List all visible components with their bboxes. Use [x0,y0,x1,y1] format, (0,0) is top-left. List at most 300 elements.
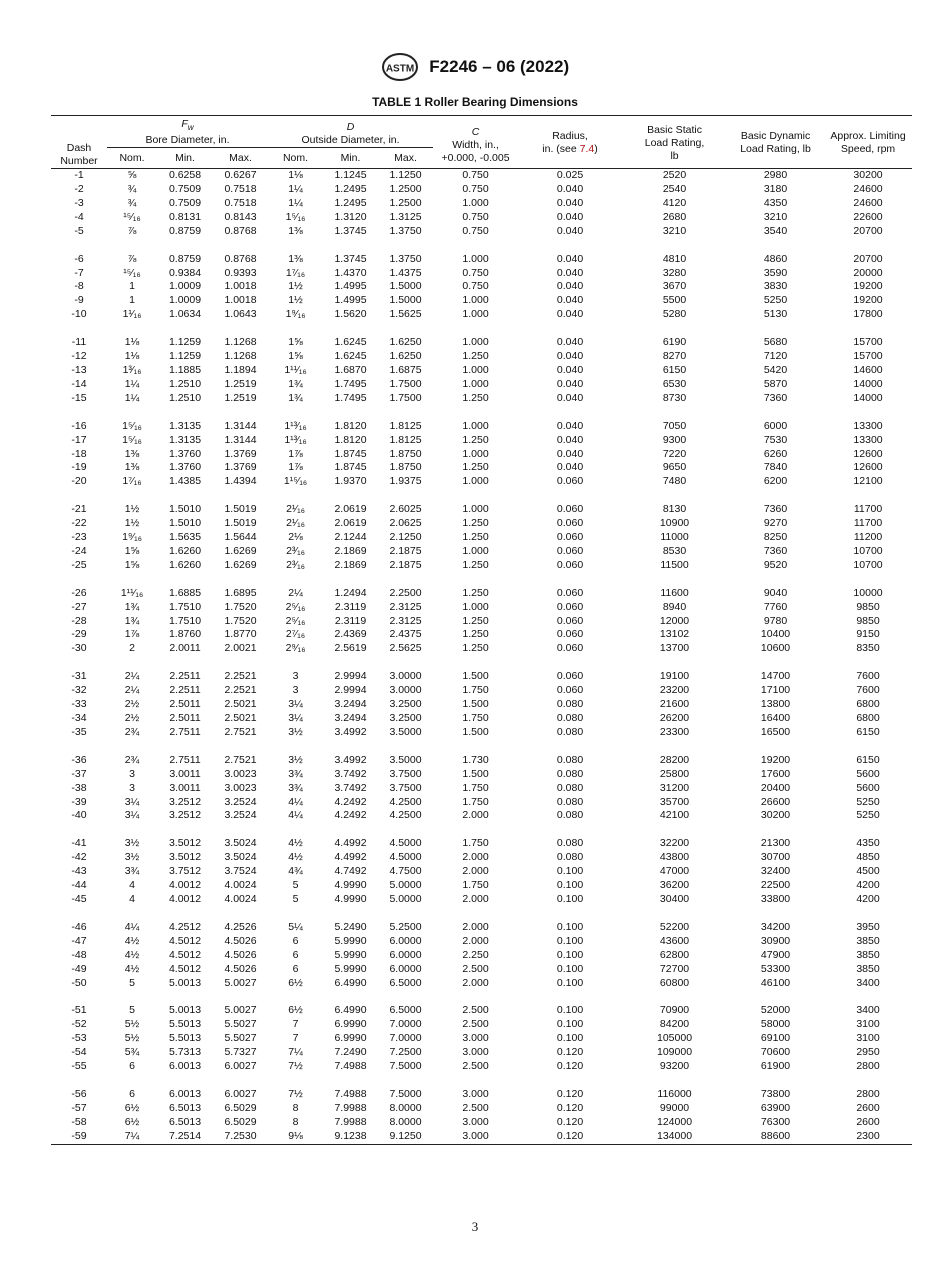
table-cell: 1.000 [462,252,489,265]
group-spacer [51,573,912,587]
table-cell: 1.2500 [389,183,422,195]
table-cell: 6.0000 [389,948,422,961]
table-cell: 2¹⁄₁₆ [286,503,305,516]
table-cell: -50 [71,976,87,989]
table-cell: 15700 [853,350,883,363]
table-cell: 1.8125 [389,433,422,446]
table-cell: -12 [71,350,87,363]
table-cell: 1.8120 [334,419,367,432]
table-cell: 1.750 [462,837,489,850]
table-cell: 2.5021 [224,712,257,724]
table-cell: 1⅞ [288,447,303,460]
table-cell: 1.750 [462,795,489,808]
table-cell: 2.000 [462,934,489,947]
table-cell: 88600 [727,1130,824,1144]
table-cell: 3.7512 [168,865,202,878]
table-cell: 13300 [853,433,883,446]
table-cell: 2³⁄₁₆ [286,544,305,557]
table-cell: ¾ [127,183,137,195]
table-cell: 5.9990 [334,962,367,975]
table-cell: 1.1259 [168,350,202,363]
table-cell: 0.025 [556,169,584,182]
table-cell: 7050 [662,419,687,432]
table-cell: 3½ [288,725,303,738]
table-cell: 2.4375 [389,628,422,641]
table-cell: 1.000 [462,363,489,376]
table-cell: 0.060 [556,475,584,488]
group-spacer [51,322,912,336]
table-cell: 0.120 [556,1060,584,1073]
table-row [51,280,912,294]
table-cell: 0.100 [556,962,584,975]
table-row [51,670,912,684]
table-cell: 8130 [662,503,687,516]
table-cell: 4850 [856,851,880,864]
table-cell: 1.000 [462,503,489,516]
table-cell: 0.100 [556,920,584,933]
table-cell: 1.6245 [334,350,367,363]
table-cell: 9850 [856,614,880,627]
table-cell: 2520 [662,169,687,182]
table-cell: 109000 [657,1046,693,1059]
table-cell: 3.0000 [389,684,422,697]
table-cell: 2⁵⁄₁₆ [285,600,306,613]
table-cell: -55 [71,1060,87,1073]
table-cell: 1.250 [462,531,489,544]
table-cell: 0.040 [556,280,584,293]
table-row [51,378,912,392]
table-cell: 0.060 [556,558,584,571]
table-cell: 3 [129,781,135,794]
table-cell: 1¹⁄₁₆ [122,308,142,321]
table-cell: 3830 [763,280,788,293]
table-cell: 1.5625 [389,308,422,321]
table-cell: 6800 [856,712,880,724]
table-cell: 0.080 [556,851,584,864]
table-cell: 47900 [760,948,791,961]
table-cell: 1.4995 [334,280,367,293]
col-limiting-speed: Approx. Limiting Speed, rpm [824,116,912,169]
table-cell: 0.080 [556,698,584,711]
svg-text:ASTM: ASTM [385,63,414,75]
table-cell: 5.0027 [224,1004,257,1017]
table-cell: 1.3760 [168,461,202,474]
table-row [51,420,912,434]
section-7-4-link[interactable]: 7.4 [579,143,595,156]
table-row [51,782,912,796]
table-cell: 5 [292,879,299,892]
table-cell: 1.000 [462,447,489,460]
table-cell: 2.5011 [169,698,201,711]
table-cell: 7.5000 [389,1060,422,1073]
table-row [51,183,912,197]
table-cell: 4.2492 [334,795,367,808]
table-cell: 1¼ [288,196,303,209]
table-cell: -14 [71,377,87,390]
table-cell: 6.0013 [168,1087,202,1100]
table-cell: 1.6895 [224,586,257,599]
table-cell: -30 [71,642,87,655]
table-cell: 3.5024 [224,837,257,850]
table-cell: 0.9393 [224,266,257,279]
table-cell: 0.9384 [168,266,202,279]
table-cell: 2.1869 [334,558,367,571]
table-cell: 3850 [856,962,880,975]
table-cell: 4.2512 [168,920,202,933]
table-cell: 6 [129,1087,135,1100]
table-cell: 0.8131 [168,210,202,223]
table-cell: 30400 [659,892,690,905]
table-cell: 0.040 [556,336,584,349]
table-cell: 0.080 [556,781,584,794]
table-cell: 1.0018 [224,280,257,293]
table-cell: -18 [71,447,87,460]
table-cell: 6530 [662,377,687,390]
table-row [51,448,912,462]
table-cell: 0.750 [462,224,489,237]
table-cell: 4200 [856,879,880,892]
table-row [51,935,912,949]
table-cell: -6 [74,252,84,265]
table-cell: ⅞ [127,224,137,237]
table-cell: 63900 [760,1101,791,1114]
table-cell: 1⅜ [288,224,303,237]
table-cell: 4350 [763,196,788,209]
table-cell: 4.5000 [389,851,422,864]
table-cell: 70900 [659,1004,690,1017]
table-cell: -17 [71,433,87,446]
table-cell: 1⅝ [288,336,303,349]
table-cell: 1.250 [462,614,489,627]
table-cell: 0.080 [556,809,584,822]
table-cell: 1.500 [462,698,489,711]
table-row [51,434,912,448]
table-cell: 5 [292,892,299,905]
table-cell: 20700 [853,224,883,237]
table-cell: 1.3745 [334,252,367,265]
table-cell: 3850 [856,948,880,961]
table-cell: 1.5000 [389,294,422,307]
table-cell: 1.6870 [334,363,367,376]
table-cell: 3.2500 [389,698,422,711]
table-cell: 2.500 [462,1101,489,1114]
table-cell: 5870 [763,377,788,390]
table-row [51,587,912,601]
col-static-rating: Basic Static Load Rating, lb [622,116,727,169]
table-cell: 3¼ [288,698,303,711]
table-cell: 9.1250 [378,1130,433,1144]
table-cell: -57 [71,1101,87,1114]
document-id: F2246 – 06 (2022) [429,57,570,76]
table-cell: 8350 [856,642,880,655]
table-cell: 0.8768 [224,252,257,265]
table-cell: 1.7510 [168,614,202,627]
table-cell: 7.2490 [334,1046,367,1059]
group-spacer [51,823,912,837]
table-cell: 22500 [760,879,791,892]
col-od-max: Max. [378,148,433,169]
table-cell: 5.5013 [168,1032,202,1045]
table-cell: 1.750 [462,879,489,892]
table-cell: -24 [71,544,87,557]
table-cell: 2.500 [462,1018,489,1031]
table-cell: 2.250 [462,948,489,961]
table-cell: 7.2514 [157,1130,213,1144]
table-cell: 4½ [288,851,303,864]
table-cell: 4.7492 [334,865,367,878]
table-cell: 26200 [659,712,690,724]
table-cell: 1.6269 [224,558,257,571]
table-cell: 1.2495 [334,183,367,195]
table-cell: 1.1250 [389,169,422,182]
table-cell: 5600 [856,781,880,794]
table-cell: 7¼ [288,1046,303,1059]
table-cell: 3.7492 [334,767,367,780]
table-cell: 0.750 [462,266,489,279]
table-cell: 1³⁄₁₆ [122,363,142,376]
table-cell: 1.250 [462,642,489,655]
table-cell: 14000 [853,377,883,390]
table-cell: 11700 [853,503,883,516]
table-cell: 58000 [760,1018,791,1031]
table-cell: 12000 [659,614,690,627]
table-row [51,517,912,531]
table-cell: 1.6269 [224,544,257,557]
table-cell: 19200 [853,280,883,293]
table-cell: 1.2519 [224,377,257,390]
table-cell: -2 [74,183,84,195]
table-cell: 0.060 [556,614,584,627]
table-cell: 1¹⁵⁄₁₆ [283,475,308,488]
table-cell: 7.9988 [334,1101,367,1114]
table-cell: -44 [71,879,87,892]
col-od-min: Min. [323,148,378,169]
group-spacer [51,406,912,420]
table-cell: 1.8750 [389,461,422,474]
col-dash-number: Dash Number [51,116,107,169]
table-cell: 1.1885 [168,363,202,376]
table-cell: 7.0000 [389,1018,422,1031]
table-cell: 1.8745 [334,461,367,474]
table-row [51,1102,912,1116]
table-cell: 12600 [853,447,883,460]
table-cell: 4500 [856,865,880,878]
table-cell: 0.080 [556,767,584,780]
table-cell: 1.000 [462,377,489,390]
table-cell: 2.5011 [169,712,201,724]
table-cell: 1.5019 [224,503,257,516]
table-row [51,642,912,656]
table-row [51,949,912,963]
table-cell: 1.7520 [224,600,257,613]
table-cell: 2¾ [124,753,140,766]
table-cell: 6150 [856,725,880,738]
table-cell: 0.120 [518,1130,622,1144]
table-cell: -20 [71,475,87,488]
table-cell: 2.4369 [334,628,367,641]
table-cell: -11 [71,336,87,349]
table-cell: 93200 [659,1060,690,1073]
table-row [51,796,912,810]
table-cell: 0.040 [556,196,584,209]
table-cell: ⅝ [127,169,137,182]
table-row [51,308,912,322]
table-cell: 5.7313 [168,1046,202,1059]
table-cell: 2.7521 [224,753,257,766]
table-cell: 0.750 [462,183,489,195]
table-cell: 1.3144 [224,433,257,446]
table-cell: 0.040 [556,419,584,432]
table-cell: 47000 [659,865,690,878]
table-cell: 2¼ [288,586,303,599]
table-cell: 4¼ [124,920,140,933]
table-cell: 4810 [662,252,687,265]
table-row [51,1116,912,1130]
table-cell: 0.080 [556,712,584,724]
table-cell: 2800 [856,1087,880,1100]
table-cell: -25 [71,558,87,571]
table-cell: 0.100 [556,892,584,905]
table-cell: 2.6025 [389,503,422,516]
table-cell: 2.1250 [389,531,422,544]
table-cell: 0.060 [556,628,584,641]
table-cell: -45 [71,892,87,905]
table-cell: 1.000 [462,475,489,488]
table-cell: 24600 [853,183,883,195]
table-row [51,503,912,517]
table-cell: 5.0027 [224,976,257,989]
table-cell: 1⅛ [124,350,140,363]
table-cell: 3¼ [288,712,303,724]
table-cell: 1.5010 [168,503,202,516]
table-cell: 0.040 [556,252,584,265]
table-cell: -28 [71,614,87,627]
table-cell: 3 [292,684,299,697]
table-cell: 2.000 [462,976,489,989]
table-cell: 36200 [659,879,690,892]
table-cell: 4.0024 [224,892,257,905]
table-cell: 8.0000 [389,1115,422,1128]
table-cell: 6 [292,934,299,947]
table-cell: 10000 [853,586,883,599]
table-cell: 6.5029 [224,1101,257,1114]
table-cell: 7¼ [107,1130,157,1144]
table-cell: 1.4995 [334,294,367,307]
table-cell: 7 [292,1018,299,1031]
table-cell: 0.040 [556,308,584,321]
table-row [51,809,912,823]
table-cell: 23300 [659,725,690,738]
table-cell: 1.500 [462,725,489,738]
table-cell: 1.3120 [334,210,367,223]
table-cell: 13300 [853,419,883,432]
table-cell: -23 [71,531,87,544]
table-cell: 1.1268 [224,336,257,349]
table-cell: 1.1259 [168,336,202,349]
table-row [51,1018,912,1032]
table-cell: 124000 [657,1115,693,1128]
table-cell: 1.8760 [168,628,202,641]
col-dynamic-rating: Basic Dynamic Load Rating, lb [727,116,824,169]
table-cell: 7.4988 [334,1087,367,1100]
table-cell: 0.060 [556,531,584,544]
table-cell: -4 [74,210,84,223]
table-cell: 2.500 [462,1004,489,1017]
table-cell: 3670 [662,280,687,293]
table-row [51,350,912,364]
table-cell: 1¹¹⁄₁₆ [284,363,307,376]
table-cell: 3.4992 [334,725,367,738]
table-cell: 7760 [763,600,788,613]
table-cell: 1⅝ [124,544,140,557]
table-cell: 1.7520 [224,614,257,627]
table-cell: 3 [292,670,299,683]
table-cell: 2.1244 [334,531,367,544]
table-cell: 4¼ [288,795,303,808]
table-cell: 1.8745 [334,447,367,460]
table-cell: 0.120 [556,1087,584,1100]
table-cell: 3.2524 [224,795,257,808]
table-cell: 0.060 [556,642,584,655]
table-cell: 1.0643 [224,308,257,321]
table-cell: 4.5012 [168,934,202,947]
table-cell: 0.100 [556,948,584,961]
table-cell: 0.8759 [168,224,202,237]
table-cell: 7½ [288,1087,303,1100]
table-cell: -47 [71,934,87,947]
table-cell: 3½ [124,837,140,850]
table-row [51,267,912,281]
table-cell: 0.060 [556,586,584,599]
table-cell: 1.7500 [389,391,422,404]
table-cell: 6½ [288,976,303,989]
table-cell: 1¾ [288,377,303,390]
table-cell: -22 [71,517,87,530]
table-cell: 3210 [763,210,788,223]
table-cell: 5.9990 [334,934,367,947]
table-cell: 7.2530 [213,1130,268,1144]
table-cell: 1.4370 [334,266,367,279]
table-cell: 4.4992 [334,851,367,864]
table-cell: -33 [71,698,87,711]
table-cell: 1.000 [462,544,489,557]
table-cell: 84200 [659,1018,690,1031]
table-cell: 3590 [763,266,788,279]
table-cell: 1.5635 [168,531,202,544]
table-cell: -9 [74,294,84,307]
table-cell: 3.2494 [334,712,367,724]
table-cell: 0.060 [556,544,584,557]
table-cell: 0.040 [556,210,584,223]
table-cell: 0.080 [556,753,584,766]
table-row [51,726,912,740]
table-cell: 1.7495 [334,391,367,404]
table-cell: 5 [129,1004,135,1017]
table-cell: 76300 [760,1115,791,1128]
table-row [51,879,912,893]
table-cell: -8 [74,280,84,293]
table-cell: -39 [71,795,87,808]
table-cell: 6150 [662,363,687,376]
table-cell: 2.000 [462,892,489,905]
table-cell: 2⁷⁄₁₆ [285,628,306,641]
table-cell: 3.2512 [168,795,202,808]
table-cell: 1.6260 [168,544,202,557]
table-cell: 3.7500 [389,767,422,780]
table-cell: -32 [71,684,87,697]
table-cell: 1.250 [462,517,489,530]
table-cell: 99000 [659,1101,690,1114]
